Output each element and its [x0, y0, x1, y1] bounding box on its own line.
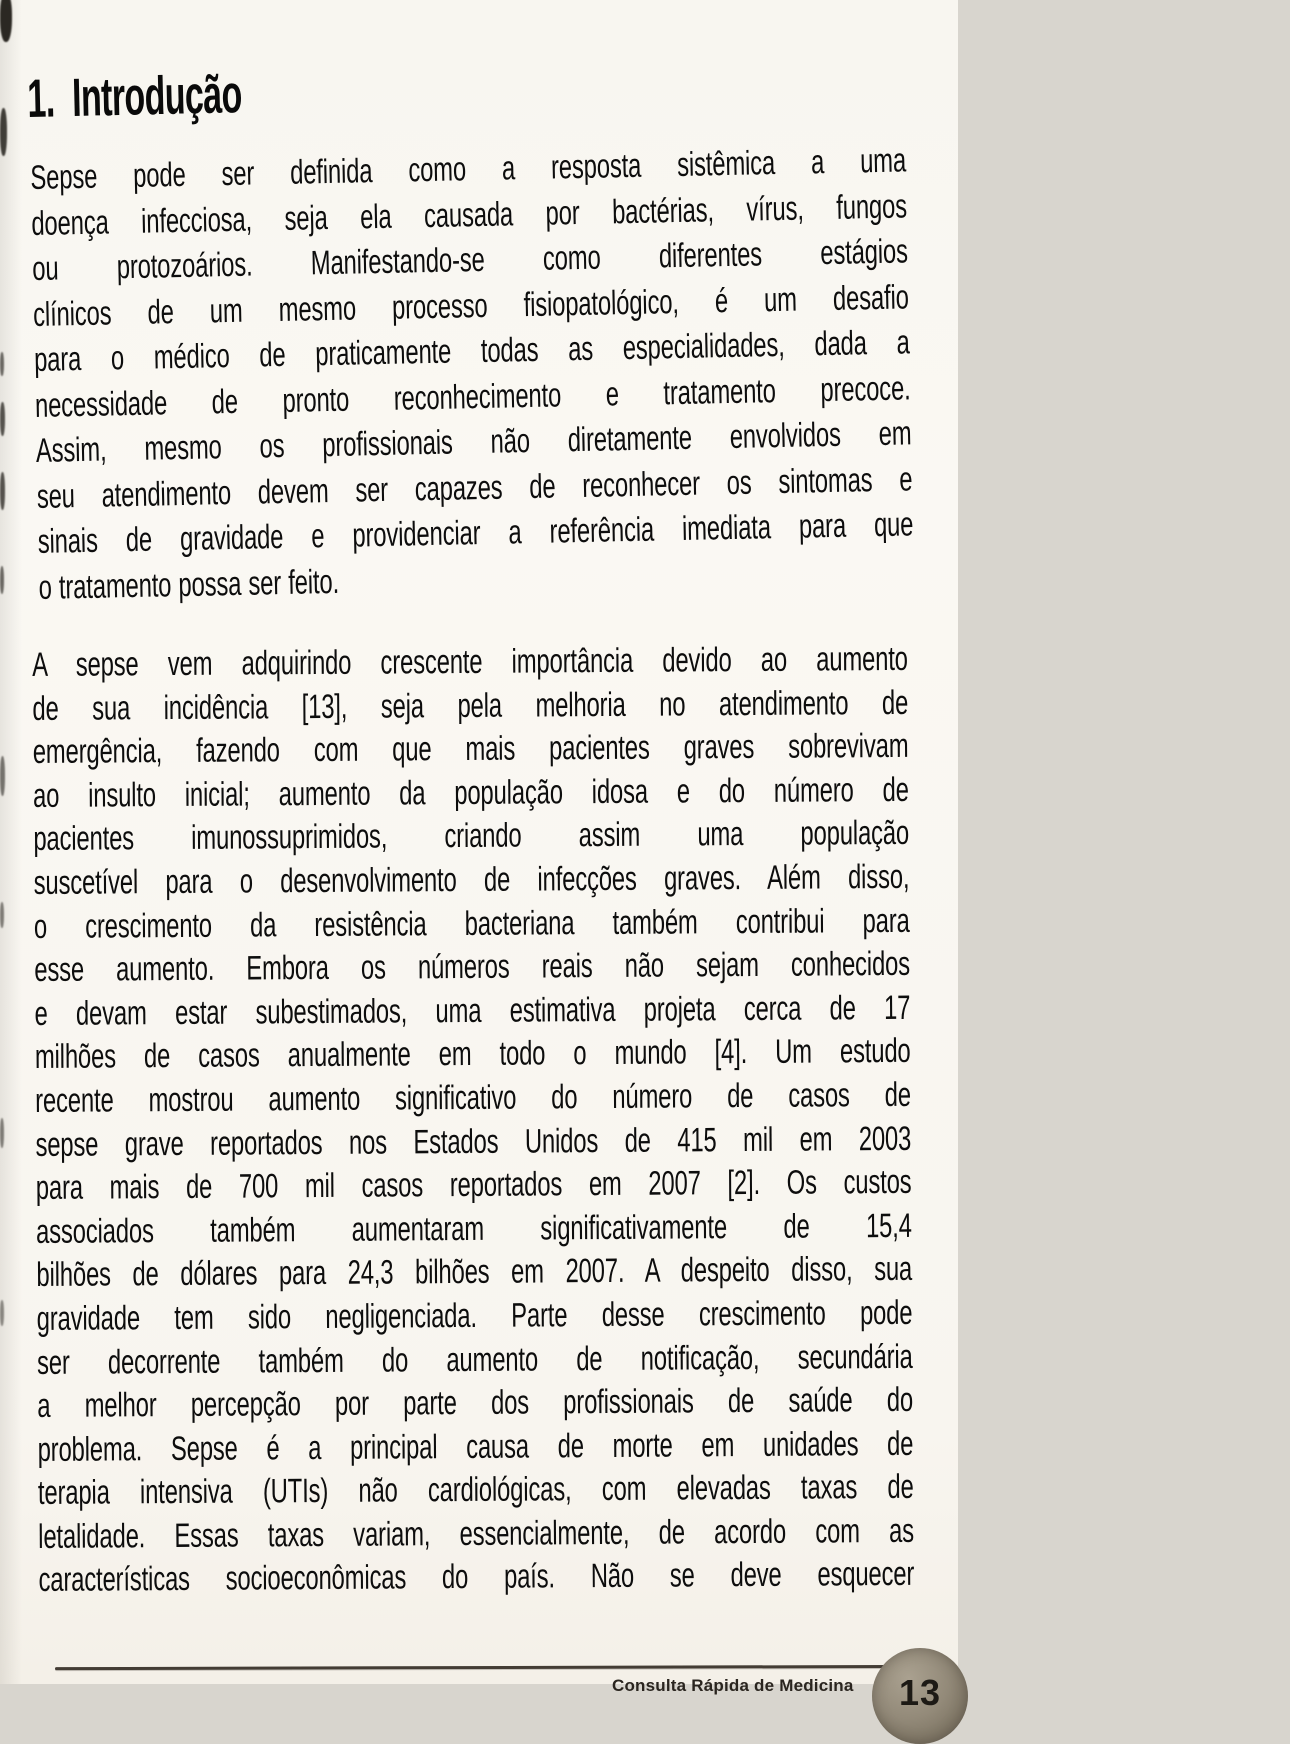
scan-artifact — [0, 902, 4, 928]
text-line: Sepse pode ser definida como a resposta sistêmica a uma — [30, 141, 907, 197]
page-number-badge — [872, 1648, 968, 1744]
scan-artifact — [0, 1118, 4, 1148]
text-line: associados também aumentaram significativamente de 15,4 — [35, 1206, 912, 1251]
text-line: esse aumento. Embora os números reais não sejam conhecidos — [34, 945, 911, 990]
text-line: para o médico de praticamente todas as especialidades, dada a — [33, 323, 910, 379]
scan-artifact — [0, 108, 7, 156]
text-line: emergência, fazendo com que mais pacientes graves sobrevivam — [32, 727, 909, 772]
scan-artifact — [0, 1300, 4, 1326]
text-line: recente mostrou aumento significativo do número de casos de — [35, 1075, 912, 1120]
text-line: suscetível para o desenvolvimento de infecções graves. Além disso, — [33, 857, 910, 902]
text-line: gravidade tem sido negligenciada. Parte desse crescimento pode — [36, 1293, 913, 1338]
text-line: milhões de casos anualmente em todo o mundo [4]. Um estudo — [34, 1032, 911, 1077]
scan-artifact — [0, 0, 12, 42]
scan-artifact — [0, 566, 4, 594]
text-line: características socioeconômicas do país. Não se deve esquecer — [38, 1555, 915, 1600]
footer-divider — [55, 1665, 945, 1670]
text-line: de sua incidência [13], seja pela melhoria no atendimento de — [32, 683, 909, 728]
text-line: e devam estar subestimados, uma estimativa projeta cerca de 17 — [34, 988, 911, 1033]
text-line: A sepse vem adquirindo crescente importância devido ao aumento — [32, 639, 908, 684]
text-line: a melhor percepção por parte dos profissionais de saúde do — [37, 1380, 914, 1426]
scan-artifact — [0, 472, 5, 510]
chapter-title: Introdução — [71, 64, 243, 128]
paragraph-2 — [32, 635, 1290, 1603]
page-number: 13 — [898, 1672, 942, 1713]
text-line: letalidade. Essas taxas variam, essencialmente, de acordo com as — [38, 1511, 915, 1556]
chapter-number: 1. — [26, 68, 56, 129]
text-line: ou protozoários. Manifestando-se como diferentes estágios — [31, 232, 909, 288]
text-line: sinais de gravidade e providenciar a referência imediata para que — [37, 505, 914, 561]
text-line: o tratamento possa ser feito. — [38, 562, 340, 607]
text-line: ao insulto inicial; aumento da população idosa e do número de — [32, 770, 909, 815]
chapter-heading — [26, 64, 368, 129]
scan-artifact — [0, 756, 5, 796]
text-line: ser decorrente também do aumento de notificação, secundária — [36, 1337, 913, 1382]
text-line: necessidade de pronto reconhecimento e tratamento precoce. — [34, 368, 911, 425]
text-line: doença infecciosa, seja ela causada por bactérias, vírus, fungos — [30, 186, 908, 243]
text-line: seu atendimento devem ser capazes de reconhecer os sintomas e — [36, 459, 913, 516]
text-line: clínicos de um mesmo processo fisiopatológico, é um desafio — [32, 277, 910, 334]
text-line: problema. Sepse é a principal causa de morte em unidades de — [37, 1424, 914, 1469]
text-line: o crescimento da resistência bacteriana também contribui para — [33, 901, 910, 946]
paragraph-1 — [30, 131, 1290, 611]
text-line: Assim, mesmo os profissionais não diretamente envolvidos em — [35, 414, 912, 470]
text-line: bilhões de dólares para 24,3 bilhões em 2007. A despeito disso, sua — [36, 1250, 913, 1295]
text-line: pacientes imunossuprimidos, criando assim uma população — [33, 814, 910, 859]
scan-artifact — [0, 402, 5, 436]
text-line: para mais de 700 mil casos reportados em 2007 [2]. Os custos — [35, 1162, 912, 1208]
text-line: sepse grave reportados nos Estados Unidos de 415 mil em 2003 — [35, 1119, 912, 1164]
footer-caption-cutoff: Consulta Rápida de Medicina — [612, 1676, 854, 1695]
scan-artifact — [0, 352, 4, 376]
text-line: terapia intensiva (UTIs) não cardiológicas, com elevadas taxas de — [37, 1468, 914, 1513]
